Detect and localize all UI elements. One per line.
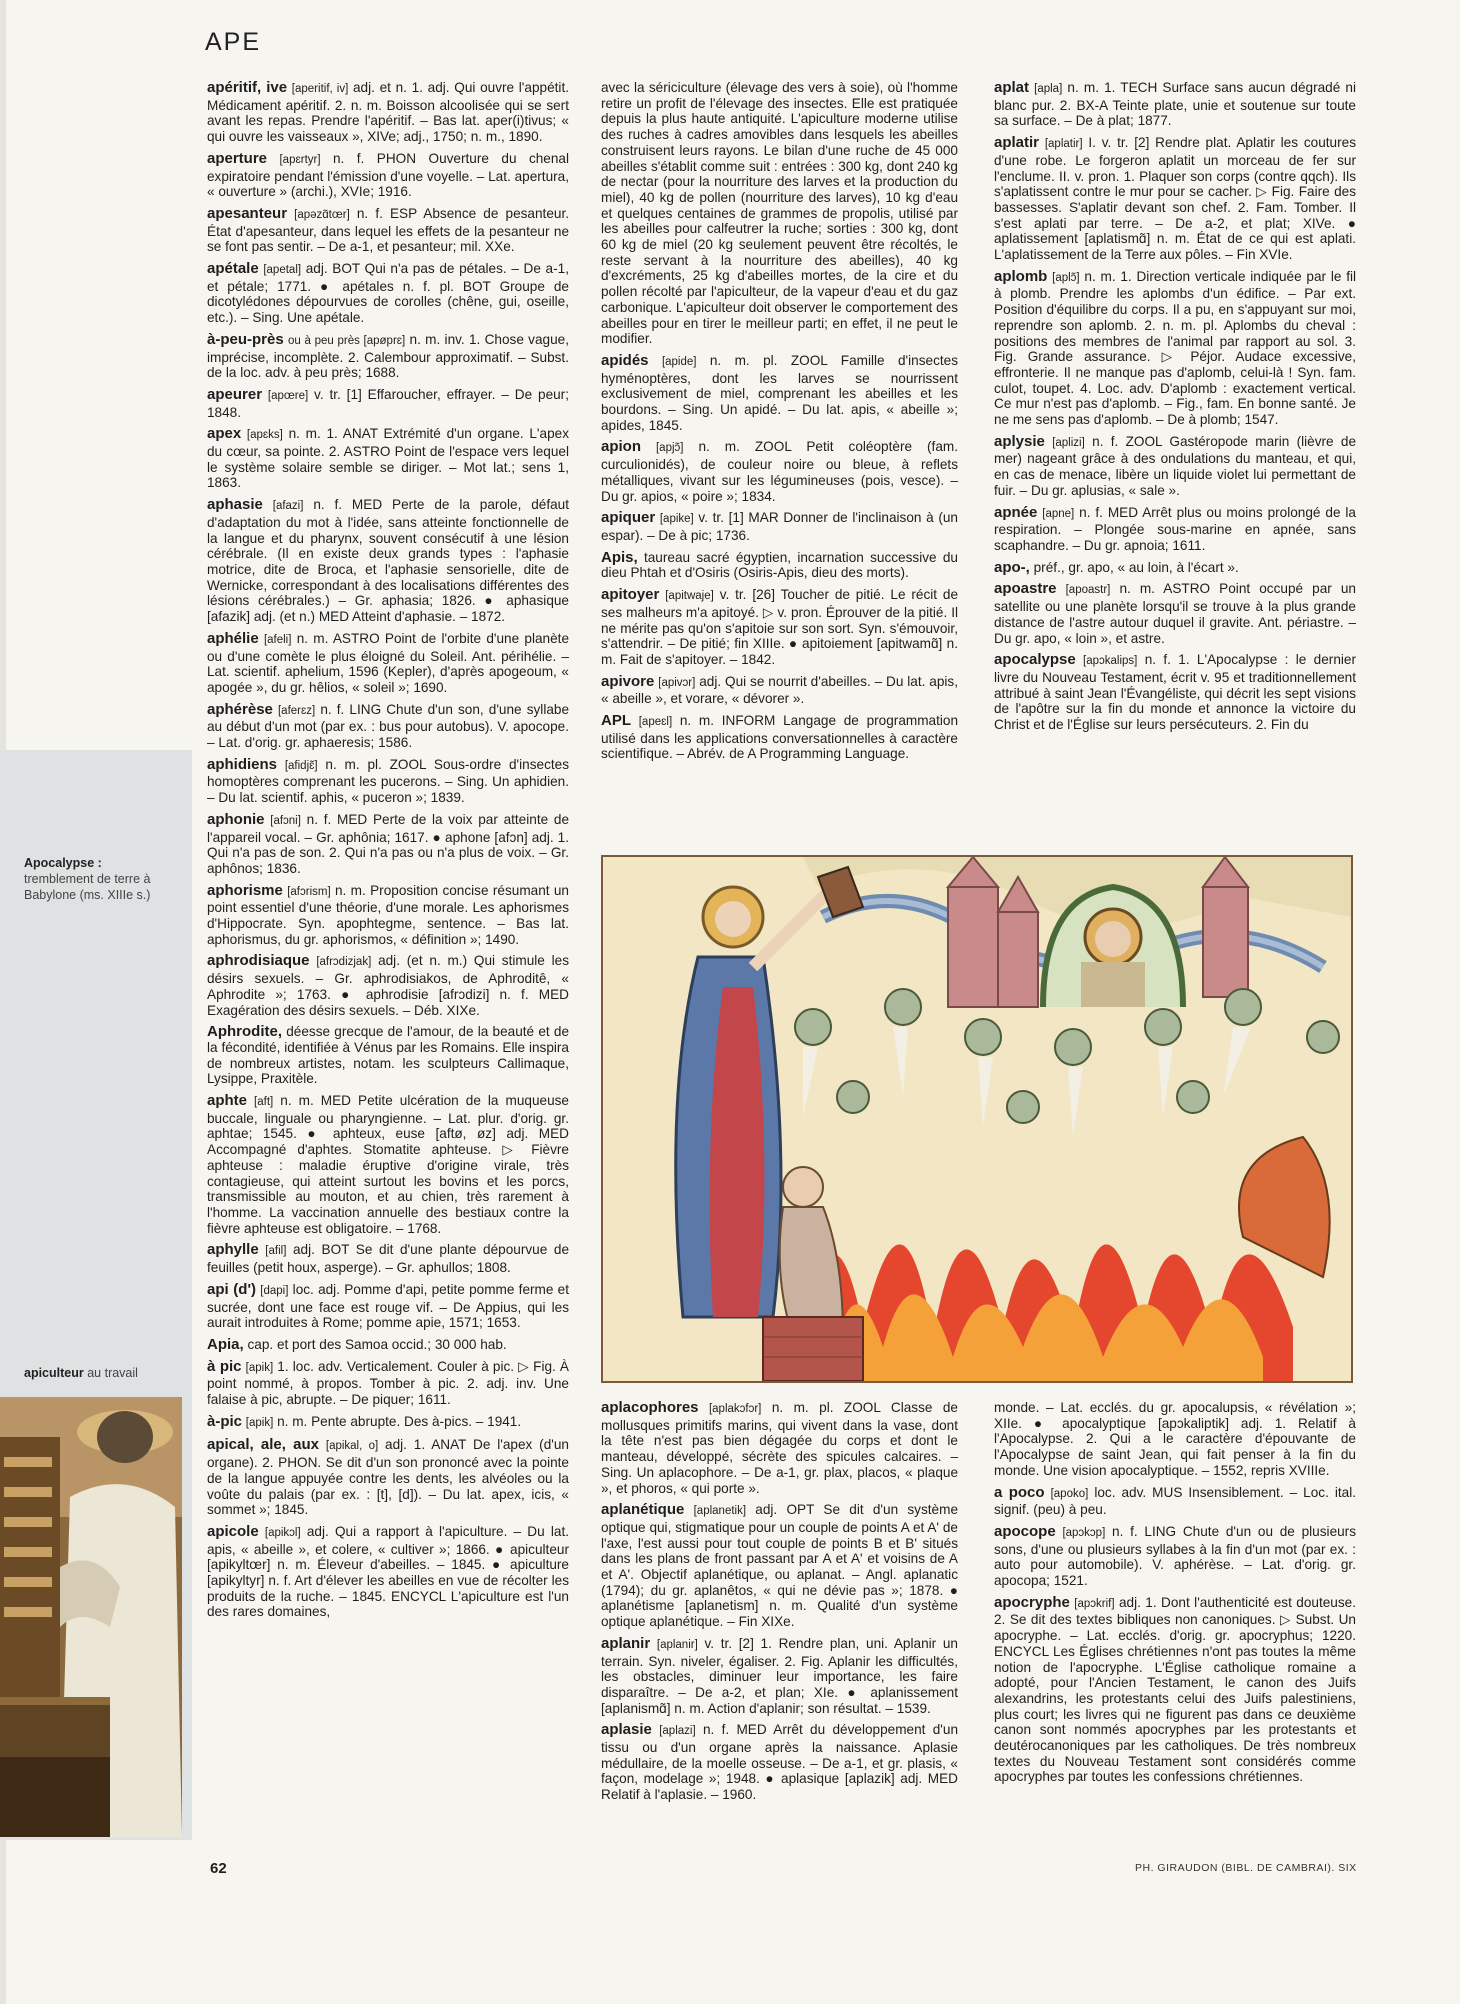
entry-definition: préf., gr. apo, « au loin, à l'écart ».: [1033, 559, 1239, 575]
entry-pronunciation: [apikal, o]: [325, 1440, 379, 1453]
entry-pronunciation: [apɔkrif]: [1074, 1597, 1115, 1610]
caption-apocalypse-title: Apocalypse :: [24, 856, 102, 870]
entry-pronunciation: [apik]: [245, 1416, 274, 1429]
entry-pronunciation: [apne]: [1042, 507, 1075, 520]
column-2: [601, 80, 958, 768]
entry-headword: aphte: [207, 1092, 248, 1110]
entry-definition: loc. adj. Pomme d'api, petite pomme ferme et sucrée, dont une face est rouge vif. – De Appius, qui les aurait introduites à Rome; pomme apie, 1571; 1653.: [207, 1281, 570, 1331]
dictionary-entry: [601, 1400, 958, 1496]
dictionary-entry: [207, 1437, 569, 1518]
entry-pronunciation: [afrɔdizjak]: [316, 956, 372, 969]
dictionary-entry: [994, 1524, 1356, 1589]
dictionary-entry: [207, 1024, 569, 1087]
entry-headword: Apia,: [207, 1335, 244, 1353]
entry-definition: monde. – Lat. ecclés. du gr. apocalupsis, « révélation »; XIIe. ● apocalyptique [apɔkaliptik] adj. 1. Relatif à l'Apocalypse. 2. Qui a le caractère d'épouvante de l'Apocalypse de saint Jean, qui fait penser à la fin du monde. Une vision apocalyptique. – 1552, repris XVIIIe.: [994, 1400, 1356, 1478]
entry-definition: loc. adv. MUS Insensiblement. – Loc. ital. signif. (peu) à peu.: [994, 1484, 1357, 1518]
entry-definition: n. m. ZOOL Petit coléoptère (fam. curculionidés), de couleur noire ou bleue, à reflets métalliques, vivant sur les légumineuses (pois, vesce). – Du gr. apios, « poire »; 1834.: [601, 439, 958, 504]
entry-headword: apeurer: [207, 385, 263, 403]
entry-headword: Apis,: [601, 548, 638, 566]
entry-pronunciation: [aplazi]: [659, 1725, 696, 1738]
entry-pronunciation: [aplakɔfɔr]: [708, 1403, 762, 1415]
column-1: [207, 80, 569, 1626]
entry-definition: v. tr. [26] Toucher de pitié. Le récit de ses malheurs m'a apitoyé. ▷ v. pron. Éprouver de la pitié. Il ne mérite pas qu'on s'apitoie sur son sort. Syn. s'émouvoir, s'attendrir. – De pitié; fin XIIIe. ● apitoiement [apitwamɑ̃] n. m. Fait de s'apitoyer. – 1842.: [601, 587, 959, 667]
dictionary-entry: [207, 1282, 569, 1331]
entry-definition: n. m. MED Petite ulcération de la muqueuse buccale, linguale ou pharyngienne. – Lat. plur. d'orig. gr. aphtae; 1545. ● aphteux, euse [aftø, øz] adj. MED Accompagné d'aphtes. Stomatite aphteuse. ▷ Fièvre aphteuse : maladie éruptive d'origine virale, très contagieuse, qui atteint surtout les bovins et les porcs, transmissible au mouton, et au chien, très rarement à l'homme. La vaccination annuelle des bestiaux contre la fièvre aphteuse est obligatoire. – 1768.: [207, 1093, 569, 1236]
entry-headword: apical, ale, aux: [207, 1436, 320, 1454]
entry-headword: apicole: [207, 1522, 259, 1540]
caption-apiculteur-text: au travail: [83, 1366, 138, 1380]
dictionary-entry: [994, 269, 1356, 428]
dictionary-entry: [207, 1524, 569, 1620]
column-2-lower: [601, 1400, 958, 1809]
caption-apiculteur: [24, 1365, 194, 1381]
entry-headword: aplanir: [601, 1634, 651, 1652]
entry-definition: n. f. ZOOL Gastéropode marin (lièvre de mer) nageant grâce à des ondulations du manteau, et qui, en cas de menace, libère un liquide violet lui permettant de fuir. – Du gr. aplusias, « sale ».: [994, 433, 1357, 498]
dictionary-entry: [601, 80, 958, 347]
dictionary-entry: [601, 550, 958, 581]
entry-headword: à-peu-près: [207, 330, 284, 348]
entry-pronunciation: [afazi]: [272, 500, 304, 513]
dictionary-entry: [207, 883, 569, 948]
entry-headword: aplatir: [994, 134, 1040, 152]
entry-headword: aphrodisiaque: [207, 952, 310, 970]
dictionary-entry: [207, 151, 569, 200]
entry-headword: apion: [601, 438, 641, 456]
entry-pronunciation: [aplanir]: [656, 1638, 698, 1651]
entry-pronunciation: [apɔkɔp]: [1062, 1526, 1106, 1539]
entry-pronunciation: [afil]: [265, 1245, 287, 1258]
dictionary-entry: [207, 497, 569, 625]
caption-apiculteur-title: apiculteur: [24, 1366, 84, 1380]
dictionary-entry: [207, 757, 569, 806]
entry-headword: apoastre: [994, 580, 1057, 598]
entry-headword: apnée: [994, 503, 1038, 521]
entry-definition: taureau sacré égyptien, incarnation successive du dieu Phtah et d'Osiris (Osiris-Apis, dieu des morts).: [601, 549, 958, 581]
dictionary-entry: [601, 587, 958, 668]
entry-headword: aphélie: [207, 629, 259, 647]
dictionary-entry: [207, 702, 569, 751]
entry-definition: avec la sériciculture (élevage des vers à soie), où l'homme retire un profit de l'élevage des insectes. Elle est pratiquée depuis la plus haute antiquité. L'apiculture moderne utilise des ruches à cadres amovibles dans lesquels les abeilles construisent leurs rayons. Le bilan d'une ruche de 45 000 abeilles s'établit comme suit : entrées : 300 kg, dont 240 kg de nectar (pour la nourriture des larves et la production du miel), 40 kg de pollen (nourriture des larves), 10 kg d'eau et quelques centaines de grammes de propolis, utilisé par les abeilles pour calfeutrer la ruche; sorties : 300 kg, dont 60 kg de miel (20 kg seulement peuvent être récoltés, le reste servant à la nourriture des abeilles), 40 kg d'excréments, 25 kg d'abeilles mortes, de la cire et du pollen récolté par l'apiculteur, de la vapeur d'eau et du gaz carbonique. L'apiculteur doit observer le comportement des abeilles pour en tirer le meilleur parti; en effet, il ne peut le modifier.: [601, 80, 958, 347]
dictionary-entry: [207, 1337, 569, 1353]
entry-pronunciation: [apoko]: [1050, 1487, 1089, 1500]
entry-definition: n. m. pl. ZOOL Classe de mollusques primitifs marins, qui vivent dans la vase, dont la tête n'est pas bien dégagée du corps et dont le manteau, développé, sécrète des spicules calcaires. – Sing. Un aplacophore. – De a-1, gr. plax, placos, « plaque », et phoros, « qui porte ».: [601, 1400, 958, 1496]
dictionary-entry: [207, 1242, 569, 1275]
caption-apocalypse-text: tremblement de terre à Babylone (ms. XIIIe s.): [24, 872, 151, 902]
dictionary-entry: [601, 353, 958, 434]
entry-pronunciation: ou à peu près [apøprɛ]: [287, 334, 406, 347]
entry-headword: aphonie: [207, 810, 265, 828]
entry-definition: n. m. pl. ZOOL Sous-ordre d'insectes homoptères comprenant les pucerons. – Sing. Un aphidien. – Du lat. scientif. aphis, « puceron »; 1839.: [207, 756, 569, 806]
entry-headword: aplysie: [994, 432, 1045, 450]
entry-headword: apesanteur: [207, 204, 288, 222]
entry-headword: Aphrodite,: [207, 1023, 282, 1041]
column-3-lower: [994, 1400, 1356, 1791]
apocalypse-miniature: [603, 857, 1351, 1381]
column-1-entries: [207, 80, 569, 1620]
entry-definition: adj. 1. ANAT De l'apex (d'un organe). 2. PHON. Se dit d'un son prononcé avec la pointe de la langue appuyée contre les dents, les alvéoles ou la voûte du palais (par ex. : [t], [d]). – Du lat. apex, icis, « sommet »; 1845.: [207, 1437, 569, 1518]
entry-definition: n. m. 1. TECH Surface sans aucun dégradé ni blanc pur. 2. BX-A Teinte plate, unie et soutenue sur toute sa surface. – De à plat; 1877.: [994, 80, 1356, 129]
dictionary-entry: [207, 1359, 569, 1408]
dictionary-entry: [994, 652, 1356, 733]
entry-definition: n. m. Proposition concise résumant un point essentiel d'une théorie, d'une morale. Les aphorismes d'Hippocrate. Syn. apophtegme, sentence. – Bas lat. aphorismus, du gr. aphorismos, « définition »; 1490.: [207, 882, 569, 947]
dictionary-entry: [601, 1636, 958, 1717]
dictionary-entry: [207, 387, 569, 420]
entry-definition: I. v. tr. [2] Rendre plat. Aplatir les coutures d'une robe. Le forgeron aplatit un morceau de fer sur l'enclume. II. v. pron. 1. Plaquer son corps (contre qqch). Ils s'aplatissent contre le mur pour se cacher. ▷ Fig. Faire des bassesses. S'aplatir devant son chef. 2. Fam. Tomber. Il s'est aplati par terre. – De a-2, et plat; XIVe. ● aplatissement [aplatismɑ̃] n. m. État de ce qui est aplati. L'aplatissement de la Terre aux pôles. – Fin XVIe.: [994, 135, 1356, 263]
entry-definition: 1. loc. adv. Verticalement. Couler à pic. ▷ Fig. À point nommé, à propos. Tomber à pic. 2. adj. inv. Une falaise à pic, abrupte. – De piquer; 1611.: [207, 1358, 569, 1408]
entry-definition: n. f. MED Perte de la voix par atteinte de l'appareil vocal. – Gr. aphônia; 1617. ● aphone [afɔn] adj. 1. Qui n'a pas de son. 2. Qui n'a pas ou n'a plus de voix. – Gr. aphônos; 1836.: [207, 811, 569, 876]
entry-definition: n. m. INFORM Langage de programmation utilisé dans les applications conversationnelles à caractère scientifique. – Abrév. de A Programming Language.: [601, 713, 959, 762]
entry-definition: déesse grecque de l'amour, de la beauté et de la fécondité, identifiée à Vénus par les Romains. Elle inspira de nombreux artistes, notam. les sculpteurs Callimaque, Lysippe, Praxitèle.: [207, 1024, 570, 1087]
entry-definition: n. m. pl. ZOOL Famille d'insectes hyménoptères, dont les larves se nourrissent exclusivement de miel, comprenant les abeilles et les bourdons. – Sing. Un apidé. – Du lat. apis, « abeille »; apides, 1845.: [601, 352, 958, 433]
dictionary-entry: [601, 510, 958, 543]
entry-definition: adj. Qui se nourrit d'abeilles. – Du lat. apis, « abeille », et vorare, « dévorer ».: [601, 673, 959, 707]
dictionary-entry: [601, 713, 958, 762]
dictionary-entry: [601, 1502, 958, 1630]
entry-pronunciation: [aplatir]: [1044, 138, 1083, 151]
column-2-lower-entries: [601, 1400, 958, 1803]
entry-pronunciation: [apɛks]: [246, 429, 283, 442]
dictionary-entry: [994, 560, 1356, 576]
entry-definition: n. f. LING Chute d'un ou de plusieurs sons, d'une ou plusieurs syllabes à la fin d'un mot (par ex. : auto pour automobile). V. aphérèse. – Lat. d'orig. gr. apocopa; 1521.: [994, 1523, 1357, 1589]
entry-definition: n. f. MED Arrêt du développement d'un tissu ou d'un organe après la naissance. Aplasie médullaire, de la moelle osseuse. – De a-1, et gr. plasis, « façon, modelage »; 1948. ● aplasique [aplazik] adj. MED Relatif à l'aplasie. – 1960.: [601, 1722, 959, 1803]
dictionary-entry: [207, 1093, 569, 1236]
dictionary-entry: [994, 1595, 1356, 1785]
entry-definition: n. m. Pente abrupte. Des à-pics. – 1941.: [277, 1413, 522, 1429]
entry-pronunciation: [apœre]: [267, 389, 309, 402]
entry-pronunciation: [aplizi]: [1052, 436, 1085, 449]
entry-headword: apiquer: [601, 509, 656, 527]
entry-definition: n. f. 1. L'Apocalypse : le dernier livre du Nouveau Testament, écrit v. 95 et traditionnellement attribué à saint Jean l'Évangéliste, qui décrit les sept visions de l'apôtre sur la fin du monde et annonce la victoire du Christ et de l'Église sur leurs persécuteurs. 2. Fin du: [994, 652, 1356, 733]
entry-definition: v. tr. [1] Effaroucher, effrayer. – De peur; 1848.: [207, 386, 569, 420]
dictionary-entry: [994, 434, 1356, 499]
entry-definition: v. tr. [1] MAR Donner de l'inclinaison à (un espar). – De à pic; 1736.: [601, 510, 958, 543]
entry-pronunciation: [apik]: [245, 1361, 274, 1374]
entry-headword: aplasie: [601, 1721, 652, 1739]
entry-headword: apivore: [601, 672, 655, 690]
column-3-lower-entries: [994, 1400, 1356, 1785]
entry-pronunciation: [aplanetik]: [693, 1505, 747, 1518]
entry-definition: n. m. inv. 1. Chose vague, imprécise, incomplète. 2. Calembour approximatif. – Subst. de la loc. adv. à peu près; 1688.: [207, 331, 570, 381]
entry-pronunciation: [apikɔl]: [264, 1526, 301, 1539]
dictionary-entry: [994, 581, 1356, 646]
entry-definition: n. f. LING Chute d'un son, d'une syllabe au début d'un mot (par ex. : bus pour autobus). V. apocope. – Lat. d'orig. gr. aphaeresis; 1586.: [207, 701, 570, 751]
entry-definition: adj. BOT Se dit d'une plante dépourvue de feuilles (petit houx, asperge). – Gr. aphullos; 1808.: [207, 1242, 570, 1276]
entry-definition: adj. 1. Dont l'authenticité est douteuse. 2. Se dit des textes bibliques non canoniques. ▷ Subst. Un apocryphe. – Lat. ecclés. d'orig. gr. apocryphus; 1220. ENCYCL Les Églises chrétiennes n'ont pas toutes la même notion de l'apocryphe. L'Église catholique romaine a adopté, pour l'Ancien Testament, le canon des Juifs alexandrins, les protestants celui des Juifs palestiniens, plus court; les livres qui ne figurent pas dans ce deuxième canon sont nommés apocryphes par les protestants et deutérocanoniques par les catholiques. De très nombreux textes du Nouveau Testament sont considérés comme apocryphes par toutes les confessions chrétiennes.: [994, 1594, 1357, 1785]
entry-pronunciation: [apla]: [1034, 83, 1063, 95]
entry-definition: v. tr. [2] 1. Rendre plan, uni. Aplanir un terrain. Syn. niveler, égaliser. 2. Fig. Aplanir les difficultés, les obstacles, diminuer leur importance, les faire disparaître. – De a-2, et plan; XIe. ● aplanissement [aplanismɑ̃] n. m. Action d'aplanir; son résultat. – 1539.: [601, 1635, 958, 1716]
entry-definition: adj. OPT Se dit d'un système optique qui, stigmatique pour un couple de points A et A' de l'axe, l'est aussi pour tout couple de points B et B' situés dans les plans de front passant par A et A' et voisins de A et A'. Objectif aplanétique, ou aplanat. – Angl. aplanatic (1794); du gr. aplanêtos, « qui ne dévie pas »; 1878. ● aplanétisme [aplanetism] n. m. Qualité d'un système optique aplanétique. – Fin XIXe.: [601, 1502, 959, 1630]
entry-pronunciation: [apide]: [661, 355, 697, 368]
entry-pronunciation: [apɛrtyr]: [279, 153, 321, 166]
entry-pronunciation: [aferɛz]: [277, 704, 316, 717]
entry-headword: apéritif, ive: [207, 79, 288, 96]
entry-pronunciation: [apivɔr]: [658, 676, 696, 689]
entry-headword: à pic: [207, 1357, 242, 1375]
entry-headword: api (d'): [207, 1280, 257, 1298]
entry-headword: apex: [207, 425, 242, 443]
entry-definition: n. f. MED Perte de la parole, défaut d'adaptation du mot à l'idée, sans atteinte fonctionnelle de la langue et du pharynx, souvent consécutif à une lésion cérébrale. (Il en existe deux grands types : l'aphasie motrice, dite de Broca, et l'aphasie sensorielle, dite de Wernicke, correspondant à des localisations différentes des lésions cérébrales.) – Gr. aphasia; 1826. ● aphasique [afazik] adj. (et n.) MED Atteint d'aphasie. – 1872.: [207, 497, 570, 625]
entry-pronunciation: [apɔkalips]: [1083, 655, 1138, 668]
entry-pronunciation: [apjɔ̃]: [655, 442, 684, 455]
entry-headword: apocryphe: [994, 1593, 1070, 1611]
entry-headword: apocope: [994, 1522, 1056, 1540]
entry-definition: n. m. ASTRO Point occupé par un satellite ou une planète lorsqu'il se trouve à la plus grande distance de l'astre autour duquel il gravite. Ant. périastre. – Du gr. apo, « loin », et astre.: [994, 581, 1356, 646]
entry-pronunciation: [apoastr]: [1065, 584, 1111, 597]
entry-headword: apétale: [207, 260, 259, 278]
photo-credit: PH. GIRAUDON (BIBL. DE CAMBRAI). SIX: [1135, 1862, 1357, 1874]
entry-headword: aphylle: [207, 1241, 259, 1259]
entry-headword: apo-,: [994, 558, 1030, 576]
column-3-entries: [994, 80, 1356, 733]
beekeeper-image: [0, 1397, 182, 1837]
entry-pronunciation: [apike]: [659, 513, 694, 526]
entry-pronunciation: [aft]: [254, 1096, 274, 1109]
entry-headword: aplacophores: [601, 1399, 699, 1416]
dictionary-entry: [601, 439, 958, 504]
dictionary-entry: [207, 953, 569, 1018]
entry-pronunciation: [afɔrism]: [287, 885, 331, 898]
entry-definition: adj. (et n. m.) Qui stimule les désirs sexuels. – Gr. aphrodisiakos, de Aphroditê, « Aphrodite »; 1763. ● aphrodisie [afrɔdizi] n. f. MED Exagération des désirs sexuels. – Déb. XIXe.: [207, 953, 570, 1018]
entry-definition: n. f. MED Arrêt plus ou moins prolongé de la respiration. – Plongée sous-marine en apnée, sans scaphandre. – Du gr. apnoia; 1611.: [994, 504, 1356, 553]
beekeeper-photo: [0, 1397, 182, 1837]
dictionary-entry: [207, 206, 569, 255]
entry-pronunciation: [dapi]: [260, 1284, 289, 1297]
dictionary-entry: [207, 631, 569, 696]
entry-headword: aplanétique: [601, 1501, 685, 1519]
entry-headword: aplomb: [994, 267, 1048, 285]
entry-definition: n. f. PHON Ouverture du chenal expiratoire pendant l'émission d'une voyelle. – Lat. apertura, « ouverture » (archi.), XVIe; 1916.: [207, 150, 570, 200]
dictionary-entry: [994, 1400, 1356, 1479]
dictionary-entry: [207, 80, 569, 145]
entry-headword: aphorisme: [207, 881, 283, 899]
entry-headword: apidés: [601, 351, 649, 369]
entry-definition: n. m. ASTRO Point de l'orbite d'une planète ou d'une comète le plus éloigné du Soleil. Ant. périhélie. – Lat. scientif. aphelium, 1596 (Kepler), d'après apogeoum, « apogée », du gr. hêlios, « soleil »; 1690.: [207, 630, 570, 695]
caption-apocalypse: [24, 855, 194, 903]
entry-pronunciation: [afeli]: [263, 633, 292, 646]
page-number: 62: [210, 1860, 227, 1877]
entry-pronunciation: [apeɛl]: [638, 716, 673, 729]
entry-pronunciation: [apəzɑ̃tœr]: [294, 208, 350, 221]
apocalypse-illustration: [601, 855, 1353, 1383]
dictionary-entry: [207, 332, 569, 381]
entry-definition: adj. et n. 1. adj. Qui ouvre l'appétit. Médicament apéritif. 2. n. m. Boisson alcoolisée qui se sert avant les repas. Prendre l'apéritif. – Bas lat. aper(i)tivus; « qui ouvre les vaisseaux », XIVe; adj., 1750; n. m., 1890.: [207, 80, 569, 145]
dictionary-entry: [994, 135, 1356, 263]
dictionary-entry: [994, 1485, 1356, 1518]
dictionary-entry: [207, 812, 569, 877]
dictionary-entry: [207, 261, 569, 326]
dictionary-entry: [994, 505, 1356, 554]
entry-definition: n. m. 1. ANAT Extrémité d'un organe. L'apex du cœur, sa pointe. 2. ASTRO Point de l'espace vers lequel le système solaire semble se diriger. – Mot lat.; sens 1, 1863.: [207, 426, 570, 491]
entry-definition: n. m. 1. Direction verticale indiquée par le fil à plomb. Prendre les aplombs d'un édifice. – Par ext. Position d'équilibre du corps. Il a pu, en s'appuyant sur moi, reprendre son aplomb. 2. n. m. pl. Aplombs du cheval : positions des membres de l'animal par rapport au sol. 3. Fig. Grande assurance. ▷ Péjor. Audace excessive, effronterie. Il ne manque pas d'aplomb, celui-là ! Syn. fam. culot, toupet. 4. Loc. adv. D'aplomb : exactement vertical. Ce mur n'est pas d'aplomb. – Fig., fam. En bonne santé. Je ne me sens pas d'aplomb. – De à plomb; 1547.: [994, 268, 1357, 428]
entry-headword: aphérèse: [207, 700, 273, 718]
entry-pronunciation: [aperitif, iv]: [291, 83, 349, 95]
entry-headword: à-pic: [207, 1412, 243, 1430]
column-2-entries: [601, 80, 958, 762]
entry-headword: a poco: [994, 1483, 1045, 1501]
entry-pronunciation: [afɔni]: [270, 814, 301, 827]
entry-definition: n. f. ESP Absence de pesanteur. État d'apesanteur, dans lequel les effets de la pesanteur ne se font pas sentir. – De a-1, et pesanteur; mil. XXe.: [207, 205, 569, 255]
entry-headword: aperture: [207, 149, 268, 167]
dictionary-entry: [207, 1414, 569, 1432]
entry-pronunciation: [aplɔ̃]: [1052, 271, 1080, 284]
column-3: [994, 80, 1356, 739]
entry-definition: cap. et port des Samoa occid.; 30 000 hab.: [247, 1336, 507, 1352]
entry-pronunciation: [apetal]: [263, 264, 302, 277]
entry-headword: APL: [601, 712, 631, 730]
entry-headword: aphidiens: [207, 755, 278, 773]
entry-headword: apocalypse: [994, 651, 1076, 669]
entry-headword: aphasie: [207, 496, 263, 514]
entry-definition: adj. BOT Qui n'a pas de pétales. – De a-1, et pétale; 1771. ● apétales n. f. pl. BOT Groupe de dicotylédones dépourvues de corolles (chêne, gui, oseille, etc.). – Sing. Une apétale.: [207, 261, 569, 326]
running-head: APE: [205, 28, 262, 56]
entry-definition: adj. Qui a rapport à l'apiculture. – Du lat. apis, « abeille », et colere, « cultiver »; 1866. ● apiculteur [apikyltœr] n. m. Éleveur d'abeilles. – 1845. ● apiculture [apikyltyr] n. f. Art d'élever les abeilles en vue de récolter les produits de la ruche. – 1845. ENCYCL L'apiculture est l'un des rares domaines,: [207, 1523, 569, 1620]
entry-pronunciation: [afidjɛ̃]: [284, 759, 318, 772]
entry-pronunciation: [apitwaje]: [665, 590, 714, 603]
dictionary-entry: [207, 426, 569, 491]
dictionary-entry: [601, 1722, 958, 1803]
dictionary-entry: [994, 80, 1356, 129]
dictionary-entry: [601, 674, 958, 707]
entry-headword: aplat: [994, 79, 1030, 96]
entry-headword: apitoyer: [601, 586, 660, 604]
